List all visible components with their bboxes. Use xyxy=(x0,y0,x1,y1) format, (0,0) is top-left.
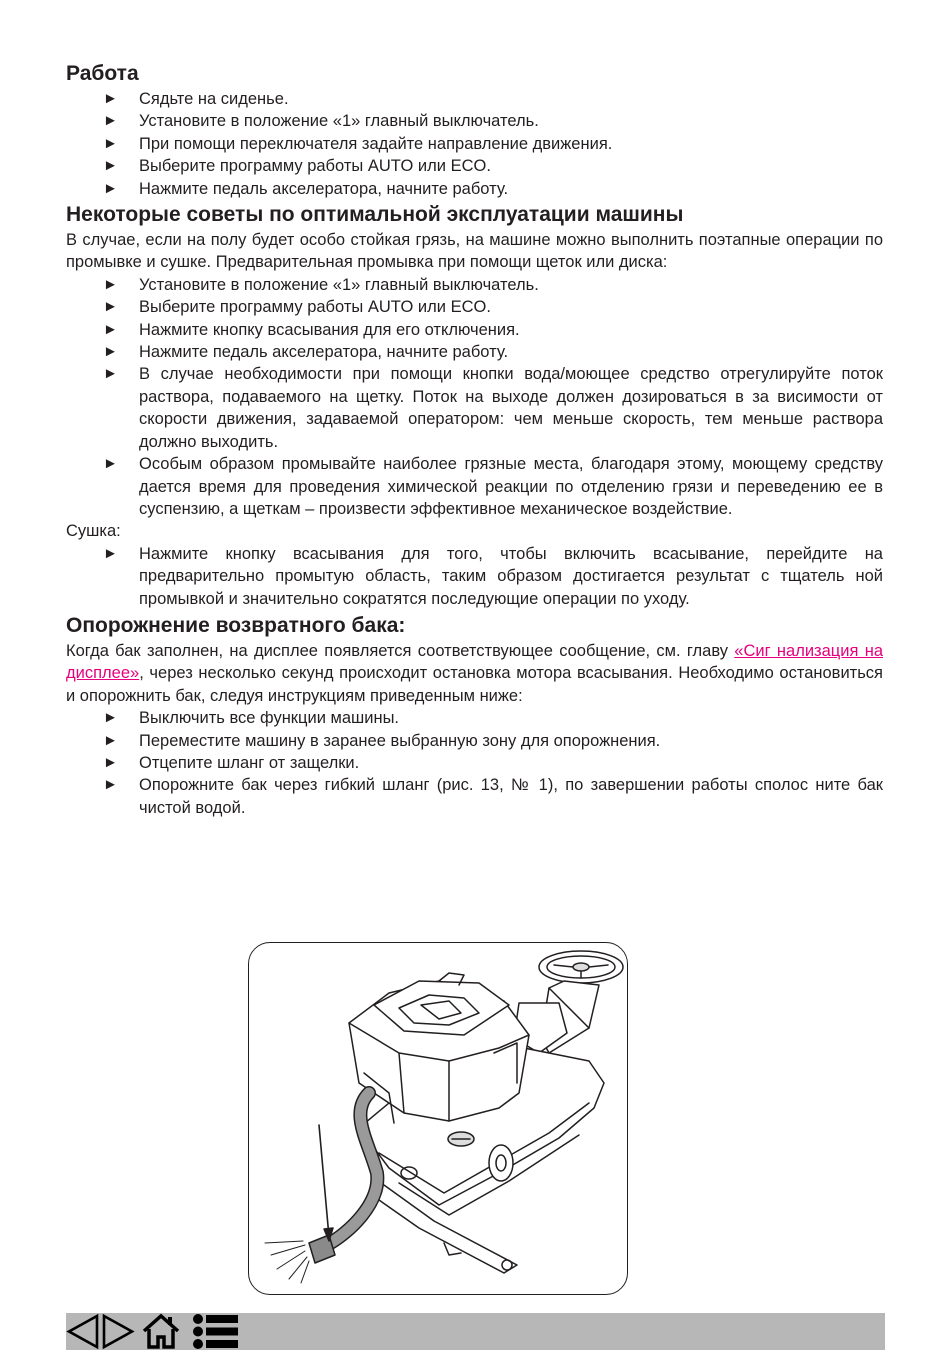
list-item xyxy=(66,178,883,200)
bullet-arrow-icon: ► xyxy=(103,544,118,562)
list-item-text: Выберите программу работы AUTO или ECO. xyxy=(139,157,491,176)
list-item-text: Установите в положение «1» главный выключатель. xyxy=(139,275,539,294)
list-item-text: Особым образом промывайте наиболее грязные места, благодаря этому, моющему средству дается время для проведения химической реакции по отделению грязи и переведению ее в суспензию, а щеткам – произвести эффективное механическое воздействие. xyxy=(139,455,883,518)
bullet-arrow-icon: ► xyxy=(103,753,118,771)
list-item-text: Выключить все функции машины. xyxy=(139,709,400,728)
list-item-text: Переместите машину в заранее выбранную зону для опорожнения. xyxy=(139,731,661,750)
bullet-arrow-icon: ► xyxy=(103,365,118,383)
machine-illustration xyxy=(248,942,628,1295)
list-item-text: При помощи переключателя задайте направление движения. xyxy=(139,134,613,153)
home-icon[interactable] xyxy=(141,1313,181,1350)
display-signals-link[interactable]: «Сиг нализация на дисплее» xyxy=(66,641,883,683)
bullet-arrow-icon: ► xyxy=(103,298,118,316)
bullet-arrow-icon: ► xyxy=(103,134,118,152)
list-item xyxy=(66,543,883,610)
list-item xyxy=(66,774,883,819)
list-item xyxy=(66,453,883,520)
list-item-text: Установите в положение «1» главный выключатель. xyxy=(139,112,539,131)
list-item xyxy=(66,274,883,296)
drying-label: Сушка: xyxy=(66,522,121,541)
bullet-arrow-icon: ► xyxy=(103,320,118,338)
list-item xyxy=(66,363,883,453)
list-item xyxy=(66,752,883,774)
list-item xyxy=(66,319,883,341)
list-item xyxy=(66,88,883,110)
heading-tips: Некоторые советы по оптимальной эксплуатации машины xyxy=(66,203,684,227)
bullet-arrow-icon: ► xyxy=(103,455,118,473)
list-item xyxy=(66,296,883,318)
list-item-text: Опорожните бак через гибкий шланг (рис. 13, № 1), по завершении работы сполос ните бак чистой водой. xyxy=(139,776,883,817)
emptying-intro xyxy=(66,640,883,707)
bullet-arrow-icon: ► xyxy=(103,731,118,749)
list-item-text: В случае необходимости при помощи кнопки вода/моющее средство отрегулируйте поток раствора, подаваемого на щетку. Поток на выходе должен дозироваться в за висимости от скорости движения, задаваемой оператором: чем меньше скорость, тем меньше раствора должно выходить. xyxy=(139,365,883,451)
list-item xyxy=(66,155,883,177)
list-item-text: Нажмите кнопку всасывания для его отключения. xyxy=(139,320,520,339)
emptying-intro-end: , через несколько секунд происходит остановка мотора всасывания. Необходимо остановиться и опорожнить бак, следуя инструкциям приведенным ниже: xyxy=(66,664,883,705)
prewash-steps xyxy=(66,274,883,520)
list-item-text: Выберите программу работы AUTO или ECO. xyxy=(139,298,491,317)
bullet-arrow-icon: ► xyxy=(103,179,118,197)
drying-steps xyxy=(66,543,883,610)
operation-steps xyxy=(66,88,883,200)
bullet-arrow-icon: ► xyxy=(103,709,118,727)
next-page-icon[interactable] xyxy=(101,1313,135,1350)
page-content xyxy=(66,60,883,819)
prev-page-icon[interactable] xyxy=(66,1313,100,1350)
list-item xyxy=(66,110,883,132)
list-item xyxy=(66,133,883,155)
list-item-text: Отцепите шланг от защелки. xyxy=(139,753,360,772)
contents-list-icon[interactable] xyxy=(191,1313,241,1350)
bullet-arrow-icon: ► xyxy=(103,343,118,361)
heading-operation: Работа xyxy=(66,62,139,85)
bullet-arrow-icon: ► xyxy=(103,90,118,107)
list-item xyxy=(66,341,883,363)
list-item-text: Нажмите кнопку всасывания для того, чтобы включить всасывание, перейдите на предварительно промытую область, таким образом достигается результат с тщатель ной промывкой и значительно сократятся последующие операции по уходу. xyxy=(139,544,883,608)
steering-wheel-icon xyxy=(539,951,623,983)
tips-intro: В случае, если на полу будет особо стойкая грязь, на машине можно выполнить поэтапные операции по промывке и сушке. Предварительная промывка при помощи щеток или диска: xyxy=(66,231,883,272)
list-item-text: Сядьте на сиденье. xyxy=(139,90,289,108)
heading-emptying: Опорожнение возвратного бака: xyxy=(66,613,406,637)
list-item xyxy=(66,707,883,729)
emptying-intro-start: Когда бак заполнен, на дисплее появляется соответствующее сообщение, см. главу xyxy=(66,641,735,660)
page-footer-bar xyxy=(66,1313,885,1350)
list-item xyxy=(66,730,883,752)
emptying-steps xyxy=(66,707,883,819)
list-item-text: Нажмите педаль акселератора, начните работу. xyxy=(139,179,509,198)
bullet-arrow-icon: ► xyxy=(103,112,118,130)
bullet-arrow-icon: ► xyxy=(103,776,118,794)
bullet-arrow-icon: ► xyxy=(103,157,118,175)
bullet-arrow-icon: ► xyxy=(103,275,118,293)
list-item-text: Нажмите педаль акселератора, начните работу. xyxy=(139,343,509,362)
